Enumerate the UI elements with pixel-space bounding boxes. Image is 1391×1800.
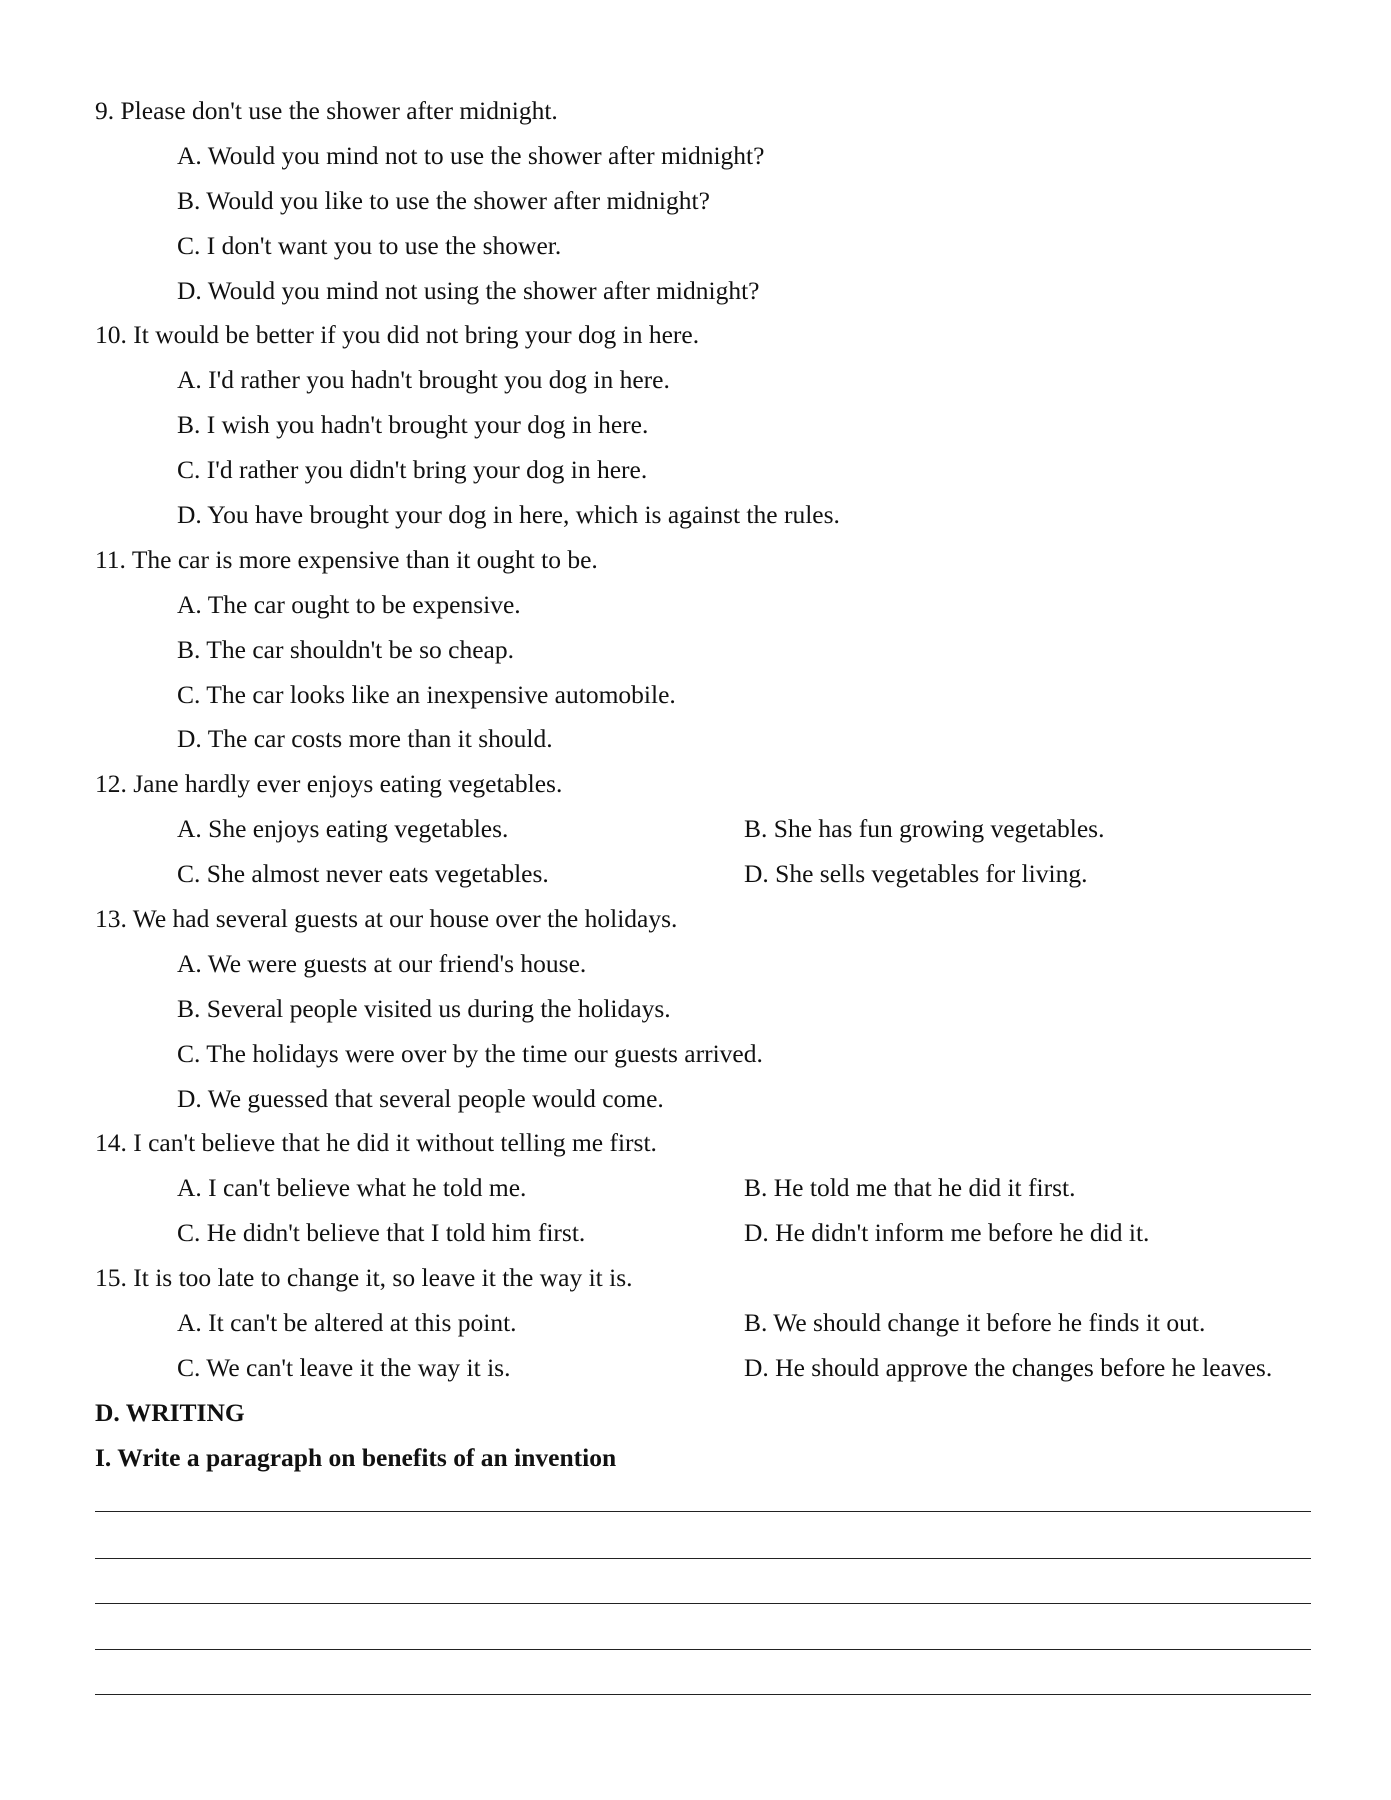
- answer-option: C. The car looks like an inexpensive automobile.: [177, 679, 676, 709]
- answer-option: C. He didn't believe that I told him first.: [177, 1218, 586, 1248]
- writing-line: [95, 1511, 1311, 1512]
- option-row: [95, 628, 1315, 673]
- option-row: [95, 403, 1315, 448]
- writing-line: [95, 1558, 1311, 1559]
- option-row: [95, 1346, 1315, 1391]
- question-stem: 11. The car is more expensive than it ought to be.: [95, 544, 598, 574]
- answer-option: D. He didn't inform me before he did it.: [744, 1218, 1150, 1248]
- answer-option: B. Would you like to use the shower after midnight?: [177, 185, 710, 215]
- answer-option: A. It can't be altered at this point.: [177, 1308, 517, 1338]
- option-row: [95, 1301, 1315, 1346]
- option-row: [95, 224, 1315, 269]
- answer-option: D. We guessed that several people would come.: [177, 1083, 664, 1113]
- option-row: [95, 852, 1315, 897]
- option-row: [95, 448, 1315, 493]
- answer-option: B. I wish you hadn't brought your dog in here.: [177, 410, 649, 440]
- option-row: [95, 583, 1315, 628]
- answer-option: B. He told me that he did it first.: [744, 1173, 1076, 1203]
- answer-option: C. I don't want you to use the shower.: [177, 230, 562, 260]
- writing-task-heading: I. Write a paragraph on benefits of an invention: [95, 1442, 617, 1472]
- answer-option: A. The car ought to be expensive.: [177, 589, 521, 619]
- option-row: [95, 717, 1315, 762]
- option-row: [95, 179, 1315, 224]
- writing-line: [95, 1603, 1311, 1604]
- writing-line: [95, 1649, 1311, 1650]
- answer-option: C. She almost never eats vegetables.: [177, 859, 549, 889]
- option-row: [95, 134, 1315, 179]
- answer-option: D. Would you mind not using the shower after midnight?: [177, 275, 760, 305]
- answer-option: A. We were guests at our friend's house.: [177, 948, 587, 978]
- answer-option: C. The holidays were over by the time our guests arrived.: [177, 1038, 763, 1068]
- answer-option: A. Would you mind not to use the shower after midnight?: [177, 140, 765, 170]
- option-row: [95, 269, 1315, 314]
- answer-option: C. We can't leave it the way it is.: [177, 1352, 511, 1382]
- answer-option: A. I'd rather you hadn't brought you dog in here.: [177, 365, 670, 395]
- answer-option: A. I can't believe what he told me.: [177, 1173, 527, 1203]
- answer-option: B. We should change it before he finds it out.: [744, 1308, 1206, 1338]
- question-stem: 14. I can't believe that he did it without telling me first.: [95, 1128, 657, 1158]
- exercise-content: [95, 89, 1315, 1482]
- option-row: [95, 1077, 1315, 1122]
- writing-line: [95, 1694, 1311, 1695]
- option-row: [95, 493, 1315, 538]
- answer-option: A. She enjoys eating vegetables.: [177, 814, 509, 844]
- answer-option: D. You have brought your dog in here, which is against the rules.: [177, 500, 840, 530]
- question-stem: 15. It is too late to change it, so leave it the way it is.: [95, 1263, 633, 1293]
- answer-option: D. He should approve the changes before he leaves.: [744, 1352, 1273, 1382]
- question-stem: 13. We had several guests at our house over the holidays.: [95, 904, 678, 934]
- option-row: [95, 807, 1315, 852]
- answer-option: B. The car shouldn't be so cheap.: [177, 634, 514, 664]
- option-row: [95, 358, 1315, 403]
- question-stem: 9. Please don't use the shower after midnight.: [95, 96, 558, 125]
- answer-option: B. She has fun growing vegetables.: [744, 814, 1105, 844]
- option-row: [95, 1032, 1315, 1077]
- option-row: [95, 987, 1315, 1032]
- answer-option: D. The car costs more than it should.: [177, 724, 553, 754]
- option-row: [95, 942, 1315, 987]
- option-row: [95, 1211, 1315, 1256]
- option-row: [95, 673, 1315, 718]
- question-stem: 10. It would be better if you did not bring your dog in here.: [95, 320, 700, 350]
- option-row: [95, 1166, 1315, 1211]
- answer-option: D. She sells vegetables for living.: [744, 859, 1088, 889]
- answer-option: B. Several people visited us during the holidays.: [177, 993, 671, 1023]
- section-heading: D. WRITING: [95, 1397, 245, 1427]
- question-stem: 12. Jane hardly ever enjoys eating vegetables.: [95, 769, 563, 799]
- answer-option: C. I'd rather you didn't bring your dog in here.: [177, 455, 648, 485]
